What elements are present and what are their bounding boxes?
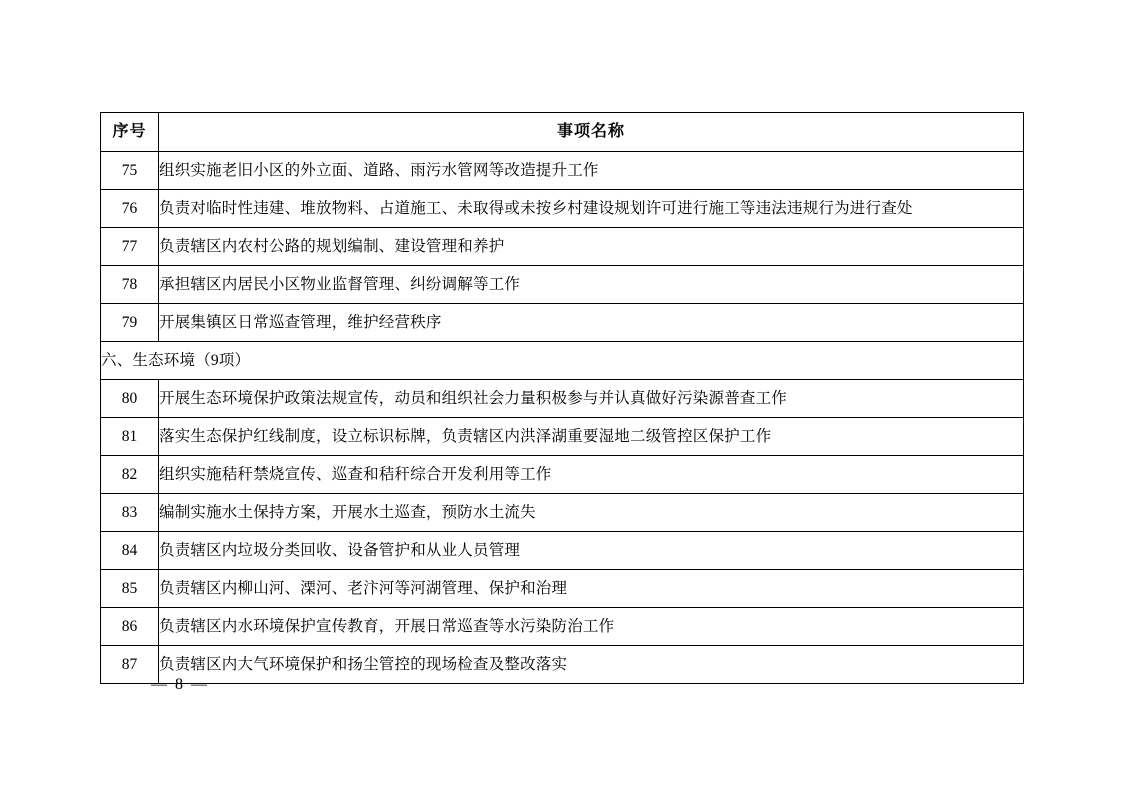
section-title: 六、生态环境（9项） [101,342,1024,380]
column-header-no: 序号 [101,113,159,152]
table-row [101,380,1024,418]
table-row [101,608,1024,646]
responsibility-table-container [100,112,1023,684]
cell-no: 77 [101,228,159,266]
table-body [101,152,1024,684]
table-row [101,304,1024,342]
page-number: — 8 — [151,676,209,693]
table-row [101,266,1024,304]
table-header [101,113,1024,152]
cell-item-name: 负责辖区内柳山河、溧河、老汴河等河湖管理、保护和治理 [159,570,1024,608]
cell-item-name: 开展生态环境保护政策法规宣传，动员和组织社会力量积极参与并认真做好污染源普查工作 [159,380,1024,418]
table-row [101,570,1024,608]
cell-item-name: 负责辖区内垃圾分类回收、设备管护和从业人员管理 [159,532,1024,570]
cell-no: 79 [101,304,159,342]
cell-item-name: 组织实施秸秆禁烧宣传、巡查和秸秆综合开发利用等工作 [159,456,1024,494]
cell-item-name: 负责辖区内水环境保护宣传教育，开展日常巡查等水污染防治工作 [159,608,1024,646]
cell-item-name: 开展集镇区日常巡查管理，维护经营秩序 [159,304,1024,342]
table-row [101,228,1024,266]
table-header-row [101,113,1024,152]
cell-item-name: 负责辖区内大气环境保护和扬尘管控的现场检查及整改落实 [159,646,1024,684]
cell-item-name: 负责对临时性违建、堆放物料、占道施工、未取得或未按乡村建设规划许可进行施工等违法违规行为进行查处 [159,190,1024,228]
responsibility-table [100,112,1024,684]
cell-no: 75 [101,152,159,190]
cell-item-name: 承担辖区内居民小区物业监督管理、纠纷调解等工作 [159,266,1024,304]
cell-no: 87 [101,646,159,684]
cell-no: 76 [101,190,159,228]
column-header-name: 事项名称 [159,113,1024,152]
cell-no: 84 [101,532,159,570]
cell-no: 78 [101,266,159,304]
cell-item-name: 组织实施老旧小区的外立面、道路、雨污水管网等改造提升工作 [159,152,1024,190]
cell-no: 83 [101,494,159,532]
table-row [101,494,1024,532]
cell-no: 86 [101,608,159,646]
table-row [101,418,1024,456]
table-section-row [101,342,1024,380]
cell-item-name: 编制实施水土保持方案，开展水土巡查，预防水土流失 [159,494,1024,532]
cell-item-name: 负责辖区内农村公路的规划编制、建设管理和养护 [159,228,1024,266]
table-row [101,532,1024,570]
cell-no: 85 [101,570,159,608]
cell-item-name: 落实生态保护红线制度，设立标识标牌，负责辖区内洪泽湖重要湿地二级管控区保护工作 [159,418,1024,456]
cell-no: 81 [101,418,159,456]
table-row [101,456,1024,494]
cell-no: 82 [101,456,159,494]
table-row [101,190,1024,228]
cell-no: 80 [101,380,159,418]
table-row [101,152,1024,190]
